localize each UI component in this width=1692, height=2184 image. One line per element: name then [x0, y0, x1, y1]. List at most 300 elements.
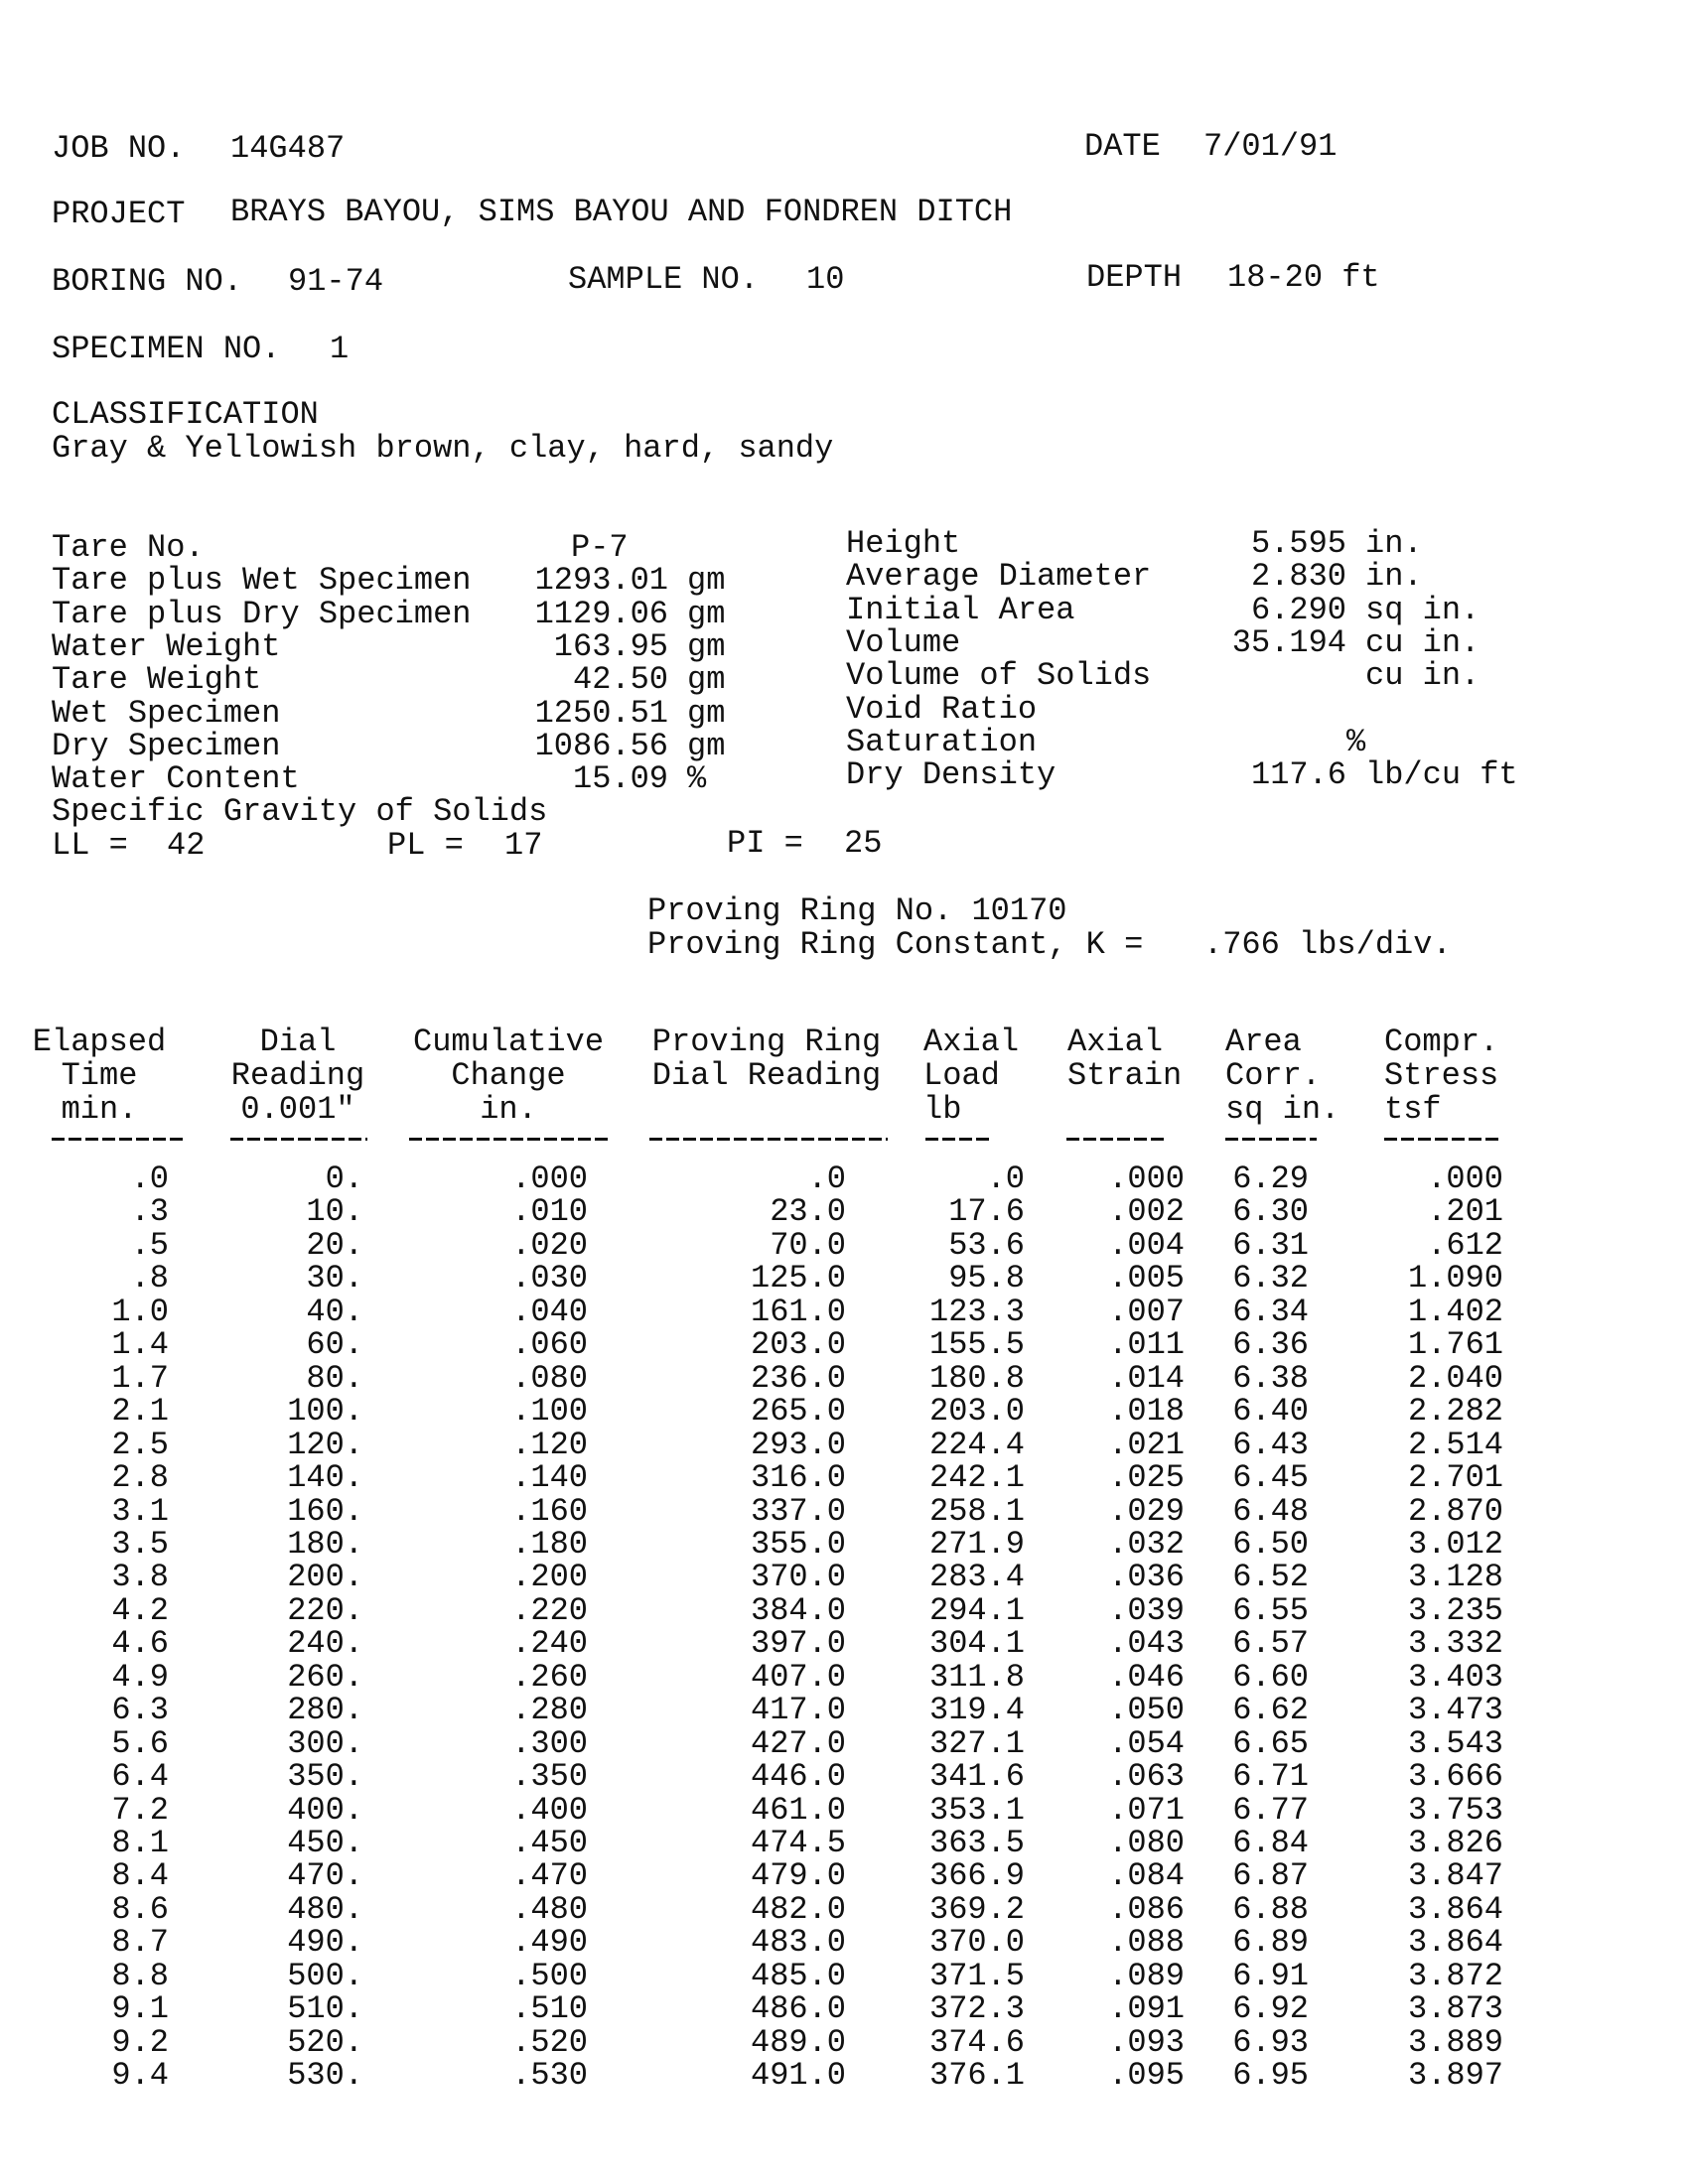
property-unit: gm [687, 628, 726, 665]
table-cell: 1.7 [111, 1360, 169, 1397]
table-cell: 242.1 [928, 1459, 1025, 1496]
table-cell: 3.864 [1407, 1924, 1503, 1961]
table-cell: 483.0 [750, 1924, 846, 1961]
table-cell: 203.0 [928, 1393, 1025, 1430]
classification-label: CLASSIFICATION [52, 396, 319, 433]
table-cell: 9.4 [111, 2057, 169, 2094]
table-header-cell: Axial [1067, 1024, 1164, 1060]
property-unit: in. [1365, 558, 1423, 595]
table-header-cell: Strain [1067, 1057, 1183, 1094]
table-cell: 1.402 [1407, 1294, 1503, 1330]
table-header-cell: Compr. [1384, 1024, 1499, 1060]
table-cell: 80. [306, 1360, 363, 1397]
table-cell: .029 [1108, 1493, 1185, 1530]
table-cell: 2.701 [1407, 1459, 1503, 1496]
ll-value: 42 [167, 827, 206, 864]
property-value: 1129.06 [534, 596, 668, 632]
table-header-cell: Cumulative [412, 1024, 605, 1060]
date-value: 7/01/91 [1203, 128, 1338, 165]
table-cell: .0 [130, 1160, 169, 1197]
table-cell: .530 [511, 2057, 588, 2094]
table-cell: 6.95 [1232, 2057, 1309, 2094]
depth-label: DEPTH [1086, 259, 1183, 296]
table-cell: 3.8 [111, 1559, 169, 1595]
property-value: 1086.56 [534, 728, 668, 764]
table-cell: 8.4 [111, 1857, 169, 1894]
property-label: Water Content [52, 760, 300, 797]
table-cell: 224.4 [928, 1427, 1025, 1463]
table-cell: 180.8 [928, 1360, 1025, 1397]
table-cell: 6.31 [1232, 1227, 1309, 1264]
table-cell: 6.48 [1232, 1493, 1309, 1530]
property-unit: % [687, 760, 707, 797]
classification-value: Gray & Yellowish brown, clay, hard, sandy [52, 430, 834, 467]
table-cell: .080 [1108, 1825, 1185, 1861]
table-cell: 155.5 [928, 1326, 1025, 1363]
table-cell: 6.52 [1232, 1559, 1309, 1595]
column-rule [1066, 1138, 1168, 1141]
table-cell: 486.0 [750, 1990, 846, 2027]
table-cell: 6.34 [1232, 1294, 1309, 1330]
table-header-cell: Reading [230, 1057, 365, 1094]
property-unit: gm [687, 661, 726, 698]
table-cell: 520. [287, 2024, 363, 2061]
table-cell: 6.32 [1232, 1260, 1309, 1297]
property-value: 1250.51 [534, 695, 668, 732]
table-cell: .280 [511, 1692, 588, 1728]
project-label: PROJECT [52, 196, 186, 232]
table-header-cell: tsf [1384, 1091, 1442, 1128]
table-cell: .260 [511, 1659, 588, 1696]
table-cell: .050 [1108, 1692, 1185, 1728]
table-header-cell: Dial [259, 1024, 337, 1060]
table-cell: 3.826 [1407, 1825, 1503, 1861]
table-cell: .220 [511, 1592, 588, 1629]
specimen-label: SPECIMEN NO. [52, 331, 281, 367]
property-unit: cu in. [1365, 657, 1480, 694]
table-cell: 6.50 [1232, 1526, 1309, 1563]
table-cell: 485.0 [750, 1958, 846, 1994]
table-cell: .093 [1108, 2024, 1185, 2061]
table-cell: .450 [511, 1825, 588, 1861]
table-cell: .300 [511, 1725, 588, 1762]
table-cell: 6.92 [1232, 1990, 1309, 2027]
table-cell: .612 [1427, 1227, 1503, 1264]
property-unit: gm [687, 695, 726, 732]
table-cell: 1.4 [111, 1326, 169, 1363]
table-cell: 280. [287, 1692, 363, 1728]
table-cell: 3.873 [1407, 1990, 1503, 2027]
table-cell: 6.89 [1232, 1924, 1309, 1961]
proving-ring-constant-label: Proving Ring Constant, K = [647, 926, 1144, 963]
table-cell: 8.1 [111, 1825, 169, 1861]
table-cell: 6.4 [111, 1758, 169, 1795]
table-cell: 17.6 [948, 1193, 1025, 1230]
table-cell: .5 [130, 1227, 169, 1264]
table-cell: 461.0 [750, 1792, 846, 1829]
table-cell: 293.0 [750, 1427, 846, 1463]
table-cell: 353.1 [928, 1792, 1025, 1829]
proving-ring-number: Proving Ring No. 10170 [647, 892, 1067, 929]
property-label: Average Diameter [846, 558, 1152, 595]
table-cell: 3.753 [1407, 1792, 1503, 1829]
property-label: Tare No. [52, 529, 205, 566]
property-unit: lb/cu ft [1365, 756, 1518, 793]
table-cell: .100 [511, 1393, 588, 1430]
table-cell: 40. [306, 1294, 363, 1330]
table-cell: 366.9 [928, 1857, 1025, 1894]
table-cell: 3.872 [1407, 1958, 1503, 1994]
table-cell: 95.8 [948, 1260, 1025, 1297]
table-cell: .200 [511, 1559, 588, 1595]
table-cell: 530. [287, 2057, 363, 2094]
table-cell: .091 [1108, 1990, 1185, 2027]
table-cell: 341.6 [928, 1758, 1025, 1795]
table-cell: 6.57 [1232, 1625, 1309, 1662]
property-label: Height [846, 525, 961, 562]
property-unit: gm [687, 728, 726, 764]
table-cell: 23.0 [770, 1193, 846, 1230]
table-header-cell: Load [923, 1057, 1000, 1094]
table-cell: 100. [287, 1393, 363, 1430]
table-cell: 482.0 [750, 1891, 846, 1928]
table-cell: 384.0 [750, 1592, 846, 1629]
table-cell: 363.5 [928, 1825, 1025, 1861]
table-cell: 474.5 [750, 1825, 846, 1861]
table-cell: .060 [511, 1326, 588, 1363]
table-cell: 265.0 [750, 1393, 846, 1430]
table-cell: 53.6 [948, 1227, 1025, 1264]
table-cell: 140. [287, 1459, 363, 1496]
table-cell: 260. [287, 1659, 363, 1696]
table-cell: 337.0 [750, 1493, 846, 1530]
table-cell: 3.5 [111, 1526, 169, 1563]
property-label: Saturation [846, 724, 1038, 760]
property-value: 117.6 [1250, 756, 1346, 793]
sample-label: SAMPLE NO. [568, 261, 760, 298]
property-unit: sq in. [1365, 592, 1480, 628]
table-cell: .400 [511, 1792, 588, 1829]
table-cell: .140 [511, 1459, 588, 1496]
table-cell: 480. [287, 1891, 363, 1928]
table-cell: 2.5 [111, 1427, 169, 1463]
table-cell: 6.60 [1232, 1659, 1309, 1696]
table-cell: .043 [1108, 1625, 1185, 1662]
table-cell: 294.1 [928, 1592, 1025, 1629]
project-value: BRAYS BAYOU, SIMS BAYOU AND FONDREN DITCH [230, 194, 1013, 230]
table-cell: 2.1 [111, 1393, 169, 1430]
table-cell: .014 [1108, 1360, 1185, 1397]
table-cell: 470. [287, 1857, 363, 1894]
table-cell: 372.3 [928, 1990, 1025, 2027]
table-cell: .201 [1427, 1193, 1503, 1230]
table-cell: .490 [511, 1924, 588, 1961]
table-cell: 446.0 [750, 1758, 846, 1795]
table-cell: .040 [511, 1294, 588, 1330]
table-cell: .084 [1108, 1857, 1185, 1894]
table-header-cell: Change [451, 1057, 566, 1094]
table-cell: .120 [511, 1427, 588, 1463]
sample-value: 10 [806, 261, 845, 298]
table-cell: 350. [287, 1758, 363, 1795]
table-cell: 30. [306, 1260, 363, 1297]
table-cell: .500 [511, 1958, 588, 1994]
table-cell: .470 [511, 1857, 588, 1894]
table-cell: .004 [1108, 1227, 1185, 1264]
column-rule [925, 1138, 993, 1141]
table-cell: 10. [306, 1193, 363, 1230]
table-cell: 417.0 [750, 1692, 846, 1728]
boring-value: 91-74 [288, 263, 384, 300]
property-label: Wet Specimen [52, 695, 281, 732]
table-cell: 7.2 [111, 1792, 169, 1829]
table-cell: 427.0 [750, 1725, 846, 1762]
table-cell: 220. [287, 1592, 363, 1629]
table-cell: 2.870 [1407, 1493, 1503, 1530]
table-cell: 20. [306, 1227, 363, 1264]
table-cell: 6.84 [1232, 1825, 1309, 1861]
table-cell: .046 [1108, 1659, 1185, 1696]
table-header-cell: Area [1225, 1024, 1302, 1060]
table-cell: 491.0 [750, 2057, 846, 2094]
table-cell: 489.0 [750, 2024, 846, 2061]
property-value: 2.830 [1250, 558, 1346, 595]
table-cell: 6.87 [1232, 1857, 1309, 1894]
table-cell: 370.0 [928, 1924, 1025, 1961]
property-label: Tare Weight [52, 661, 262, 698]
table-cell: 407.0 [750, 1659, 846, 1696]
table-cell: .510 [511, 1990, 588, 2027]
table-cell: 9.1 [111, 1990, 169, 2027]
table-cell: 479.0 [750, 1857, 846, 1894]
table-header-cell: Axial [923, 1024, 1020, 1060]
table-cell: 3.012 [1407, 1526, 1503, 1563]
property-unit: cu in. [1365, 624, 1480, 661]
table-cell: 3.332 [1407, 1625, 1503, 1662]
table-cell: 236.0 [750, 1360, 846, 1397]
table-cell: 490. [287, 1924, 363, 1961]
table-cell: 400. [287, 1792, 363, 1829]
table-cell: 0. [325, 1160, 363, 1197]
table-cell: 6.77 [1232, 1792, 1309, 1829]
table-cell: 160. [287, 1493, 363, 1530]
table-cell: .3 [130, 1193, 169, 1230]
table-cell: .010 [511, 1193, 588, 1230]
boring-label: BORING NO. [52, 263, 243, 300]
table-cell: 6.91 [1232, 1958, 1309, 1994]
property-unit: gm [687, 596, 726, 632]
table-cell: .8 [130, 1260, 169, 1297]
table-cell: 369.2 [928, 1891, 1025, 1928]
property-value: 5.595 [1250, 525, 1346, 562]
table-cell: 180. [287, 1526, 363, 1563]
table-cell: .005 [1108, 1260, 1185, 1297]
table-cell: 370.0 [750, 1559, 846, 1595]
table-cell: 3.864 [1407, 1891, 1503, 1928]
property-value: 1293.01 [534, 562, 668, 599]
table-cell: 6.36 [1232, 1326, 1309, 1363]
table-header-cell: Dial Reading [651, 1057, 882, 1094]
property-label: Dry Specimen [52, 728, 281, 764]
table-cell: 6.71 [1232, 1758, 1309, 1795]
table-cell: .032 [1108, 1526, 1185, 1563]
table-cell: 1.090 [1407, 1260, 1503, 1297]
table-cell: 327.1 [928, 1725, 1025, 1762]
table-cell: .007 [1108, 1294, 1185, 1330]
table-cell: 271.9 [928, 1526, 1025, 1563]
table-cell: 120. [287, 1427, 363, 1463]
column-rule [649, 1138, 888, 1141]
table-header-cell: lb [923, 1091, 962, 1128]
table-cell: 376.1 [928, 2057, 1025, 2094]
table-cell: 3.847 [1407, 1857, 1503, 1894]
table-cell: 6.40 [1232, 1393, 1309, 1430]
table-header-cell: in. [480, 1091, 537, 1128]
table-cell: 397.0 [750, 1625, 846, 1662]
table-cell: 4.9 [111, 1659, 169, 1696]
property-value: 163.95 [553, 628, 668, 665]
table-cell: 2.282 [1407, 1393, 1503, 1430]
table-cell: 374.6 [928, 2024, 1025, 2061]
specimen-value: 1 [330, 331, 350, 367]
property-unit: gm [687, 562, 726, 599]
table-cell: .240 [511, 1625, 588, 1662]
table-cell: .080 [511, 1360, 588, 1397]
table-cell: 316.0 [750, 1459, 846, 1496]
table-cell: .520 [511, 2024, 588, 2061]
table-cell: .036 [1108, 1559, 1185, 1595]
table-cell: .020 [511, 1227, 588, 1264]
pl-label: PL = [387, 827, 464, 864]
property-label: Water Weight [52, 628, 281, 665]
table-cell: .018 [1108, 1393, 1185, 1430]
table-cell: .011 [1108, 1326, 1185, 1363]
table-cell: 200. [287, 1559, 363, 1595]
ll-label: LL = [52, 827, 128, 864]
property-label: Tare plus Wet Specimen [52, 562, 472, 599]
table-cell: 6.3 [111, 1692, 169, 1728]
table-header-cell: Proving Ring [651, 1024, 882, 1060]
property-unit: in. [1365, 525, 1423, 562]
table-cell: 283.4 [928, 1559, 1025, 1595]
table-cell: 125.0 [750, 1260, 846, 1297]
pl-value: 17 [504, 827, 543, 864]
table-cell: 9.2 [111, 2024, 169, 2061]
table-cell: 6.65 [1232, 1725, 1309, 1762]
table-cell: 8.7 [111, 1924, 169, 1961]
table-cell: 3.897 [1407, 2057, 1503, 2094]
table-cell: .000 [511, 1160, 588, 1197]
table-cell: .089 [1108, 1958, 1185, 1994]
table-cell: 319.4 [928, 1692, 1025, 1728]
table-cell: 500. [287, 1958, 363, 1994]
property-label: Initial Area [846, 592, 1075, 628]
table-cell: 123.3 [928, 1294, 1025, 1330]
property-label: Void Ratio [846, 691, 1038, 728]
table-cell: 3.543 [1407, 1725, 1503, 1762]
table-cell: 2.8 [111, 1459, 169, 1496]
table-cell: 8.6 [111, 1891, 169, 1928]
table-cell: 203.0 [750, 1326, 846, 1363]
table-cell: .0 [986, 1160, 1025, 1197]
table-cell: 6.93 [1232, 2024, 1309, 2061]
column-rule [1225, 1138, 1317, 1141]
table-cell: 304.1 [928, 1625, 1025, 1662]
table-header-cell: Stress [1384, 1057, 1499, 1094]
table-cell: .030 [511, 1260, 588, 1297]
property-label: Volume of Solids [846, 657, 1152, 694]
table-cell: .160 [511, 1493, 588, 1530]
table-cell: 510. [287, 1990, 363, 2027]
table-cell: .480 [511, 1891, 588, 1928]
table-cell: 240. [287, 1625, 363, 1662]
table-cell: 1.761 [1407, 1326, 1503, 1363]
depth-value: 18-20 ft [1227, 259, 1380, 296]
table-cell: .350 [511, 1758, 588, 1795]
column-rule [230, 1138, 367, 1141]
table-cell: 5.6 [111, 1725, 169, 1762]
property-label: Dry Density [846, 756, 1057, 793]
table-cell: 1.0 [111, 1294, 169, 1330]
property-value: 6.290 [1250, 592, 1346, 628]
table-cell: .000 [1427, 1160, 1503, 1197]
pi-value: 25 [844, 825, 883, 862]
table-cell: .002 [1108, 1193, 1185, 1230]
table-cell: .039 [1108, 1592, 1185, 1629]
table-cell: 6.43 [1232, 1427, 1309, 1463]
column-rule [409, 1138, 608, 1141]
table-cell: .025 [1108, 1459, 1185, 1496]
table-cell: .063 [1108, 1758, 1185, 1795]
table-cell: 161.0 [750, 1294, 846, 1330]
table-cell: 355.0 [750, 1526, 846, 1563]
table-cell: 8.8 [111, 1958, 169, 1994]
table-cell: 300. [287, 1725, 363, 1762]
table-cell: 371.5 [928, 1958, 1025, 1994]
table-cell: 2.514 [1407, 1427, 1503, 1463]
table-cell: 311.8 [928, 1659, 1025, 1696]
table-cell: .095 [1108, 2057, 1185, 2094]
table-cell: 2.040 [1407, 1360, 1503, 1397]
table-cell: 3.666 [1407, 1758, 1503, 1795]
table-header-cell: min. [61, 1091, 138, 1128]
table-cell: 3.128 [1407, 1559, 1503, 1595]
proving-ring-constant-value: .766 lbs/div. [1203, 926, 1452, 963]
table-header-cell: Time [61, 1057, 138, 1094]
table-cell: 70.0 [770, 1227, 846, 1264]
table-cell: 6.62 [1232, 1692, 1309, 1728]
table-cell: 6.29 [1232, 1160, 1309, 1197]
pi-label: PI = [727, 825, 803, 862]
table-cell: .180 [511, 1526, 588, 1563]
table-cell: 6.88 [1232, 1891, 1309, 1928]
table-cell: .054 [1108, 1725, 1185, 1762]
table-cell: .086 [1108, 1891, 1185, 1928]
property-unit: % [1346, 724, 1366, 760]
table-cell: 60. [306, 1326, 363, 1363]
column-rule [1384, 1138, 1499, 1141]
table-cell: 3.889 [1407, 2024, 1503, 2061]
table-cell: 3.1 [111, 1493, 169, 1530]
table-cell: 3.235 [1407, 1592, 1503, 1629]
property-value: P-7 [571, 529, 629, 566]
table-cell: 6.55 [1232, 1592, 1309, 1629]
table-cell: .071 [1108, 1792, 1185, 1829]
table-cell: .021 [1108, 1427, 1185, 1463]
property-value: 42.50 [572, 661, 668, 698]
column-rule [52, 1138, 187, 1141]
table-cell: .0 [807, 1160, 846, 1197]
